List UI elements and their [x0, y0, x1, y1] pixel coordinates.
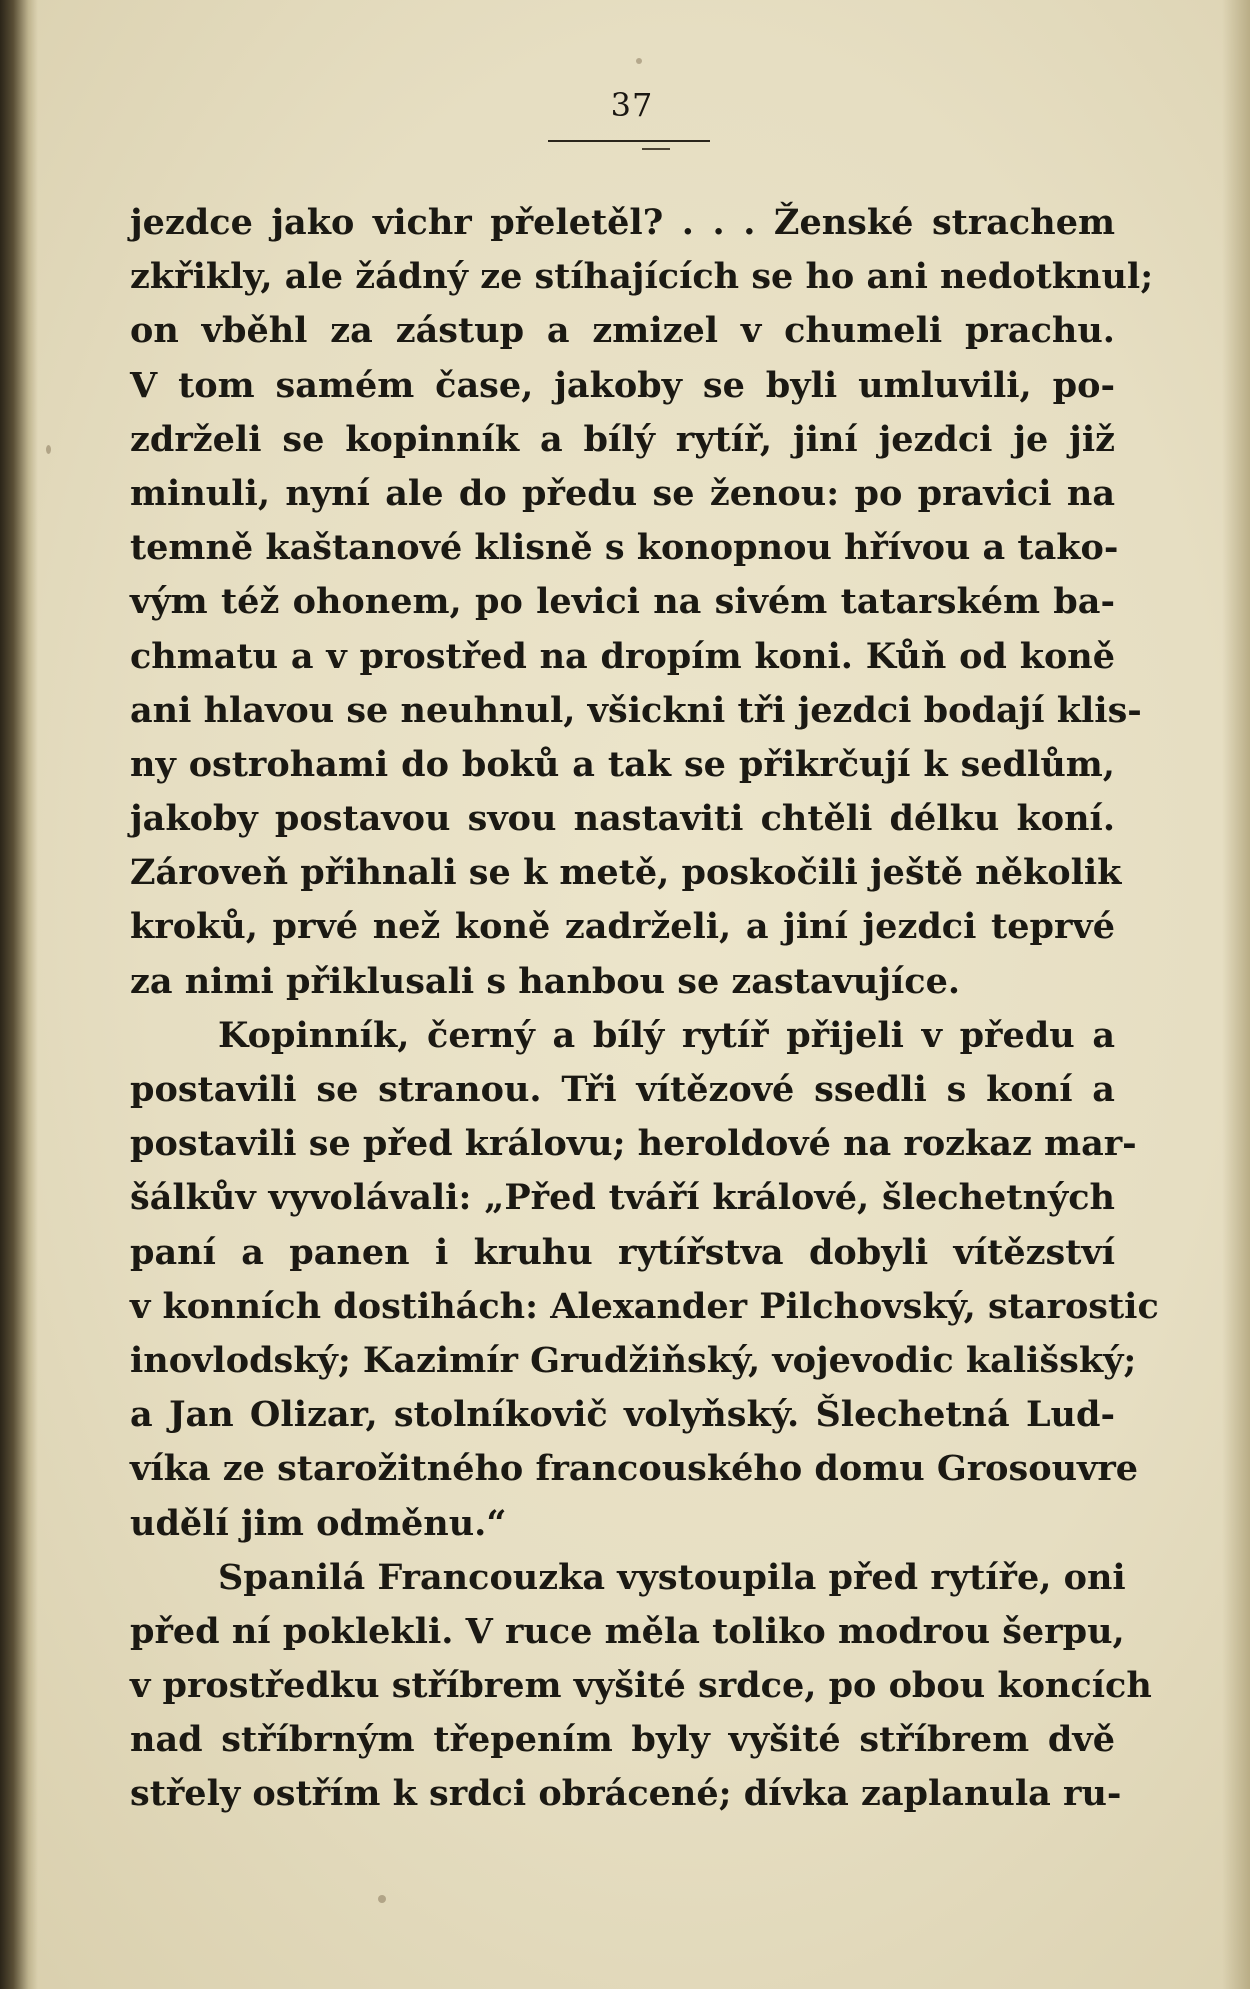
text-line: temně kaštanové klisně s konopnou hřívou a tako-	[130, 527, 1119, 569]
text-line: jakoby postavou svou nastaviti chtěli délku koní.	[130, 798, 1115, 840]
text-line: zdrželi se kopinník a bílý rytíř, jiní jezdci je již	[130, 418, 1115, 460]
text-line: inovlodský; Kazimír Grudžiňský, vojevodic kališský;	[130, 1339, 1137, 1381]
text-line: udělí jim odměnu.“	[130, 1502, 507, 1544]
paper-speck	[378, 1895, 386, 1903]
text-line: minuli, nyní ale do předu se ženou: po pravici na	[130, 472, 1115, 514]
text-line: v konních dostihách: Alexander Pilchovský, starostic	[130, 1285, 1159, 1327]
text-line: v prostředku stříbrem vyšité srdce, po obou koncích	[130, 1665, 1152, 1707]
text-line: šálkův vyvolávali: „Před tváří králové, šlechetných	[130, 1177, 1115, 1219]
paper-speck	[636, 58, 642, 64]
book-gutter-shadow	[0, 0, 38, 1989]
text-line: vým též ohonem, po levici na sivém tatarském ba-	[130, 581, 1115, 623]
text-line: postavili se před královu; heroldové na rozkaz mar-	[130, 1123, 1137, 1165]
header-rule	[548, 140, 710, 142]
text-line: zkřikly, ale žádný ze stíhajících se ho ani nedotknul;	[130, 256, 1154, 298]
text-line: a Jan Olizar, stolníkovič volyňský. Šlechetná Lud-	[130, 1394, 1115, 1436]
text-line: postavili se stranou. Tři vítězové ssedli s koní a	[130, 1069, 1115, 1110]
text-line: Kopinník, černý a bílý rytíř přijeli v předu a	[218, 1014, 1115, 1056]
text-line: jezdce jako vichr přeletěl? . . . Ženské strachem	[130, 202, 1115, 243]
text-line: ani hlavou se neuhnul, všickni tři jezdci bodají klis-	[130, 689, 1142, 731]
paper-speck	[46, 445, 51, 454]
text-line: před ní poklekli. V ruce měla toliko modrou šerpu,	[130, 1610, 1125, 1652]
text-line: Spanilá Francouzka vystoupila před rytíře, oni	[218, 1556, 1126, 1598]
text-line: chmatu a v prostřed na dropím koni. Kůň od koně	[130, 635, 1115, 677]
text-line: střely ostřím k srdci obrácené; dívka zaplanula ru-	[130, 1773, 1122, 1815]
text-line: za nimi přiklusali s hanbou se zastavujíce.	[130, 960, 961, 1002]
text-line: V tom samém čase, jakoby se byli umluvili, po-	[130, 364, 1115, 406]
body-text	[130, 196, 1159, 1822]
text-line: kroků, prvé než koně zadrželi, a jiní jezdci teprvé	[130, 906, 1115, 948]
text-line: nad stříbrným třepením byly vyšité stříbrem dvě	[130, 1719, 1115, 1761]
page-edge-shading	[1222, 0, 1250, 1989]
text-line: on vběhl za zástup a zmizel v chumeli prachu.	[130, 310, 1115, 352]
text-line: víka ze starožitného francouského domu Grosouvre	[130, 1448, 1139, 1490]
page-number: 37	[610, 86, 654, 124]
text-line: ny ostrohami do boků a tak se přikrčují k sedlům,	[130, 743, 1115, 785]
text-line: paní a panen i kruhu rytířstva dobyli vítězství	[130, 1231, 1115, 1273]
header-rule-mark	[642, 148, 670, 150]
text-line: Zároveň přihnali se k metě, poskočili ještě několik	[130, 852, 1122, 894]
